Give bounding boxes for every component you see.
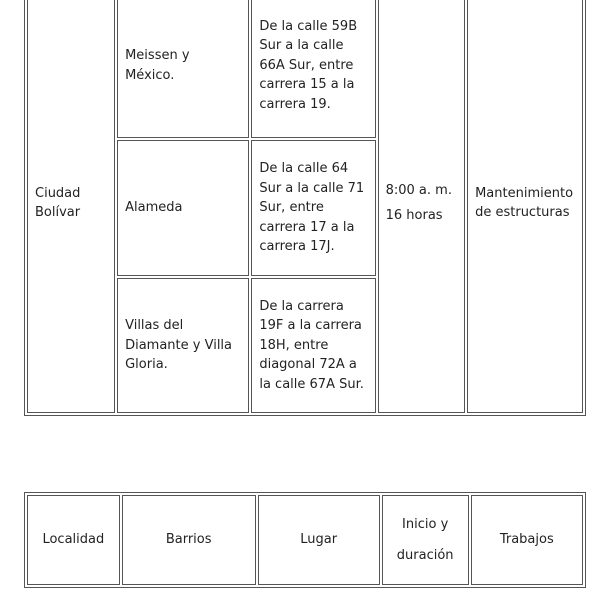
localidad-text: Ciudad Bolívar [35, 185, 81, 220]
cell-trabajos [467, 0, 583, 413]
duracion-text: 16 horas [385, 207, 443, 223]
cell-barrio [117, 0, 249, 138]
header-barrios [122, 495, 256, 585]
cell-lugar [251, 0, 375, 138]
header-barrios-text: Barrios [165, 532, 212, 548]
lugar-text: De la carrera 19F a la carrera 18H, entre diagonal 72A a la calle 67A Sur. [259, 298, 364, 392]
cell-horario [378, 0, 465, 413]
header-trabajos [471, 495, 583, 585]
cell-barrio [117, 278, 249, 413]
lugar-text: De la calle 59B Sur a la calle 66A Sur, entre carrera 15 a la carrera 19. [259, 18, 358, 112]
schedule-table-header [24, 492, 586, 588]
trabajos-text: Mantenimiento de estructuras [475, 185, 574, 220]
header-inicio [382, 495, 469, 585]
cell-localidad [27, 0, 115, 413]
table-row [27, 0, 583, 138]
header-localidad-text: Localidad [42, 532, 105, 548]
header-inicio-line1: Inicio y [402, 517, 449, 532]
schedule-table-upper [24, 0, 586, 416]
cell-barrio [117, 140, 249, 276]
header-lugar-text: Lugar [300, 532, 338, 548]
lugar-text: De la calle 64 Sur a la calle 71 Sur, entre carrera 17 a la carrera 17J. [259, 161, 365, 255]
barrio-text: Villas del Diamante y Villa Gloria. [125, 318, 233, 373]
inicio-text: 8:00 a. m. [385, 183, 452, 198]
cell-lugar [251, 140, 375, 276]
header-row [27, 495, 583, 585]
barrio-text: Meissen y México. [125, 48, 190, 83]
header-trabajos-text: Trabajos [499, 532, 554, 548]
cell-lugar [251, 278, 375, 413]
barrio-text: Alameda [125, 200, 183, 216]
header-localidad [27, 495, 120, 585]
header-lugar [258, 495, 380, 585]
header-inicio-line2: duración [396, 548, 454, 563]
